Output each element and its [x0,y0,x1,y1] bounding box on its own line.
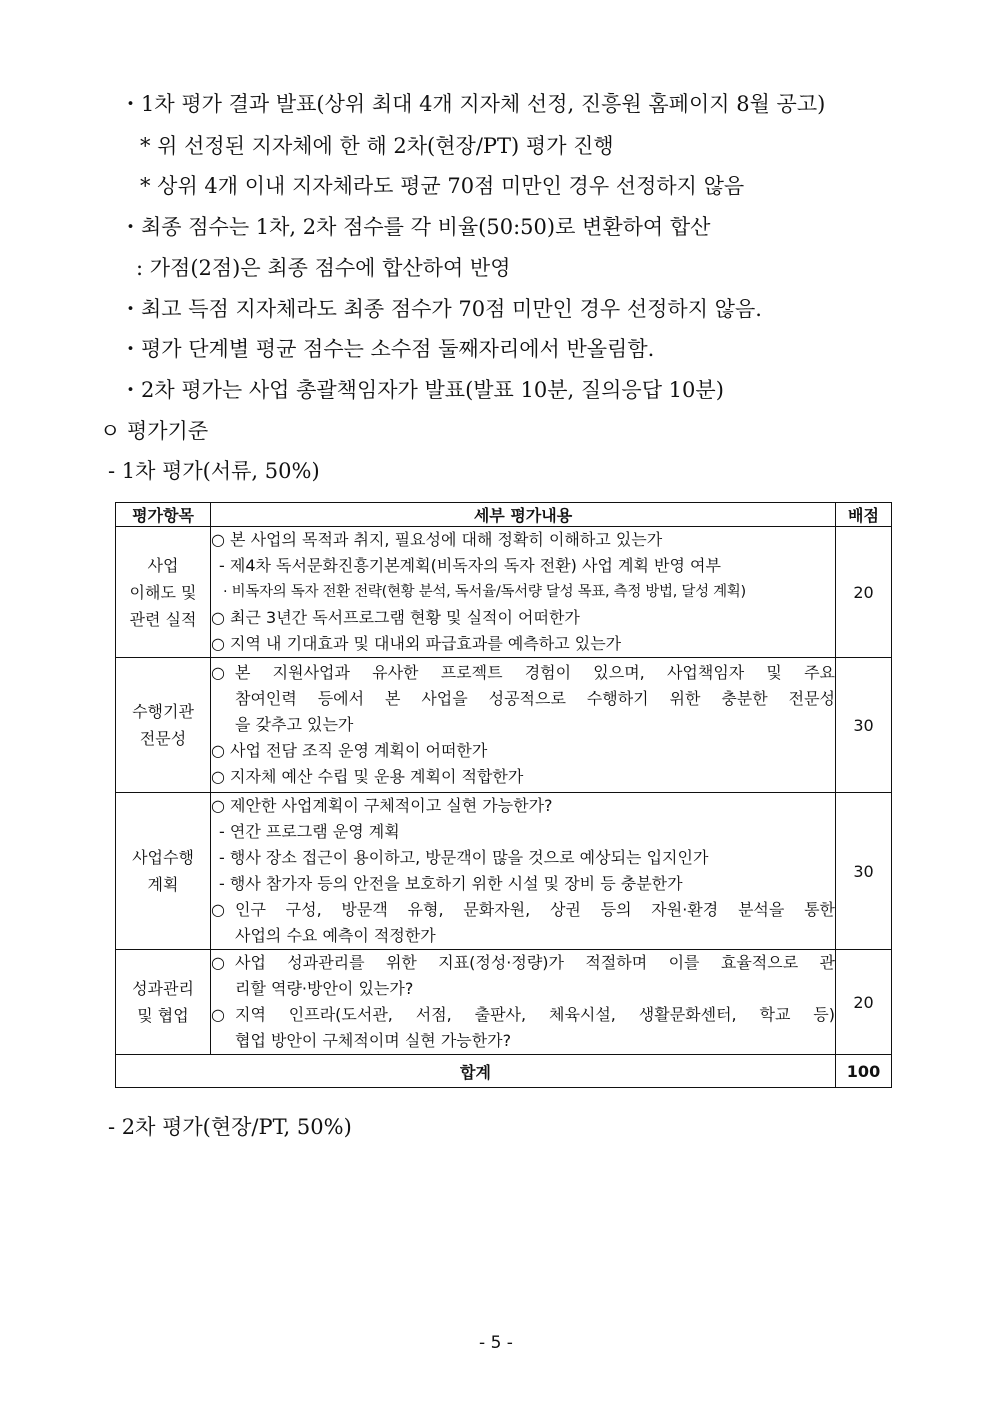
bullet-text: 인구 구성, 방문객 유형, 문화자원, 상권 등의 자원·환경 분석을 통한 [235,900,835,919]
header-score: 배점 [836,503,892,527]
header-category: 평가항목 [116,503,211,527]
criteria-heading: ㅇ 평가기준 [100,419,209,443]
detail-bullet-cont: 사업의 수요 예측이 적정한가 [235,926,436,945]
detail-bullet-cont: 리할 역량·방안이 있는가? [235,979,414,998]
category-line: 수행기관 [132,702,194,721]
row-score: 20 [836,950,892,1055]
detail-bullet: ○ 사업 전담 조직 운영 계획이 어떠한가 [211,741,488,760]
row-category [116,658,211,793]
bonus-points-note: : 가점(2점)은 최종 점수에 합산하여 반영 [136,256,511,280]
row-detail [211,658,836,793]
detail-bullet [211,1002,835,1028]
table-header-row [116,503,892,527]
total-label: 합계 [116,1055,836,1088]
total-score: 100 [836,1055,892,1088]
row-score: 20 [836,527,892,658]
total-row [116,1055,892,1088]
table-row [116,950,892,1055]
row-score: 30 [836,658,892,793]
result-announcement-item: ・1차 평가 결과 발표(상위 최대 4개 지자체 선정, 진흥원 홈페이지 8월 공고) [120,92,826,116]
second-round-heading: - 2차 평가(현장/PT, 50%) [108,1115,352,1139]
second-round-note: * 위 선정된 지자체에 한 해 2차(현장/PT) 평가 진행 [140,134,614,158]
category-line: 사업 [147,555,179,575]
presentation-rule-item: ・2차 평가는 사업 총괄책임자가 발표(발표 10분, 질의응답 10분) [120,378,724,402]
detail-bullet-cont: 을 갖추고 있는가 [235,715,354,734]
detail-bullet: ○ 제안한 사업계획이 구체적이고 실현 가능한가? [211,796,553,815]
rounding-rule-item: ・평가 단계별 평균 점수는 소수점 둘째자리에서 반올림함. [120,337,655,361]
detail-dash: - 연간 프로그램 운영 계획 [219,822,400,841]
category-line: 관련 실적 [129,609,197,629]
circle-marker: ○ [211,1005,225,1024]
detail-bullet [211,660,835,686]
detail-dash: - 제4차 독서문화진흥기본계획(비독자의 독자 전환) 사업 계획 반영 여부 [219,556,721,575]
row-category [116,950,211,1055]
row-detail [211,950,836,1055]
page-number: - 5 - [479,1333,513,1353]
category-line: 이해도 및 [129,582,197,602]
circle-marker: ○ [211,953,225,972]
detail-bullet [211,950,835,976]
top-score-rule-item: ・최고 득점 지자체라도 최종 점수가 70점 미만인 경우 선정하지 않음. [120,297,762,321]
category-line: 및 협업 [137,1006,189,1025]
bullet-text: 지역 인프라(도서관, 서점, 출판사, 체육시설, 생활문화센터, 학교 등) [235,1005,835,1024]
header-detail: 세부 평가내용 [211,503,836,527]
circle-marker: ○ [211,663,225,682]
category-line: 성과관리 [132,979,194,998]
detail-bullet-cont: 협업 방안이 구체적이며 실현 가능한가? [235,1031,512,1050]
detail-bullet-cont: 참여인력 등에서 본 사업을 성공적으로 수행하기 위한 충분한 전문성 [235,689,835,708]
row-detail [211,527,836,658]
row-category [116,527,211,658]
first-round-heading: - 1차 평가(서류, 50%) [108,459,320,483]
evaluation-table [115,502,892,1088]
table-row [116,793,892,950]
category-line: 전문성 [139,729,187,748]
detail-bullet: ○ 지역 내 기대효과 및 대내외 파급효과를 예측하고 있는가 [211,634,622,653]
detail-bullet: ○ 지자체 예산 수립 및 운용 계획이 적합한가 [211,767,524,786]
final-score-item: ・최종 점수는 1차, 2차 점수를 각 비율(50:50)로 변환하여 합산 [120,215,711,239]
bullet-text: 사업 성과관리를 위한 지표(정성·정량)가 적절하며 이를 효율적으로 관 [235,953,835,972]
row-detail [211,793,836,950]
row-category [116,793,211,950]
row-score: 30 [836,793,892,950]
detail-dash: - 행사 참가자 등의 안전을 보호하기 위한 시설 및 장비 등 충분한가 [219,874,683,893]
detail-bullet: ○ 최근 3년간 독서프로그램 현황 및 실적이 어떠한가 [211,608,580,627]
detail-bullet: ○ 본 사업의 목적과 취지, 필요성에 대해 정확히 이해하고 있는가 [211,530,663,549]
category-line: 사업수행 [132,848,194,867]
bullet-text: 본 지원사업과 유사한 프로젝트 경험이 있으며, 사업책임자 및 주요 [235,663,835,682]
category-line: 계획 [147,875,179,894]
table-row [116,658,892,793]
minimum-score-note: * 상위 4개 이내 지자체라도 평균 70점 미만인 경우 선정하지 않음 [140,174,745,198]
circle-marker: ○ [211,900,225,919]
detail-bullet [211,897,835,923]
detail-sub: · 비독자의 독자 전환 전략(현황 분석, 독서율/독서량 달성 목표, 측정 방법, 달성 계획) [223,584,746,600]
table-row [116,527,892,658]
detail-dash: - 행사 장소 접근이 용이하고, 방문객이 많을 것으로 예상되는 입지인가 [219,848,709,867]
